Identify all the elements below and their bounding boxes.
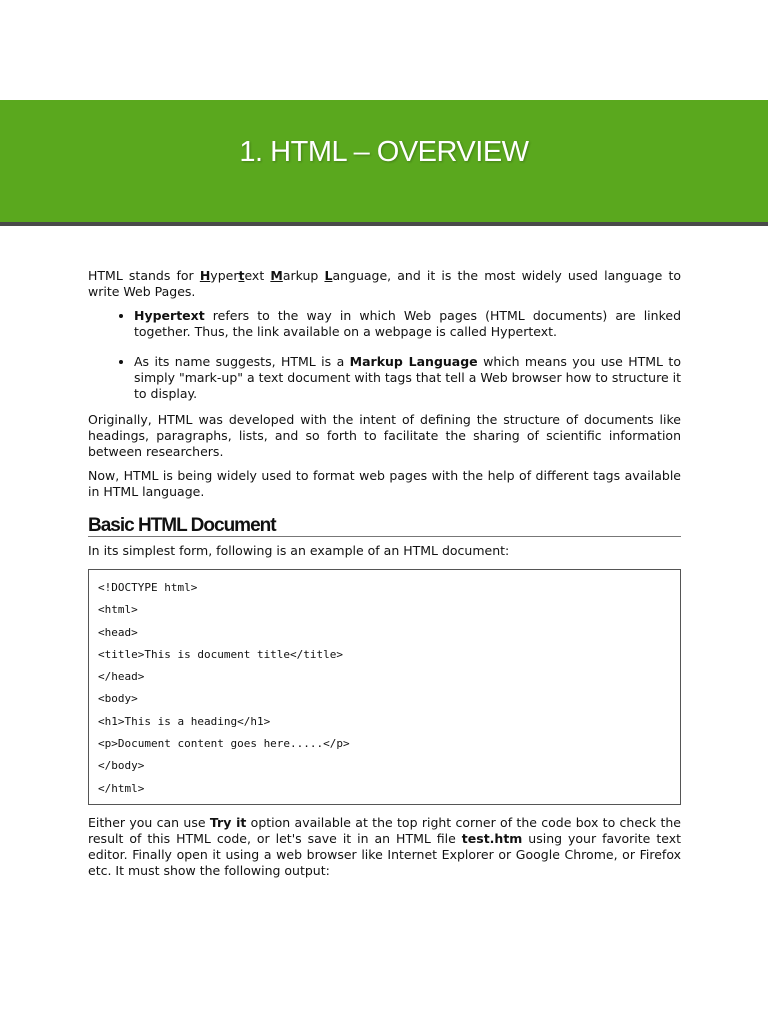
- intro-arkup: arkup: [282, 268, 325, 283]
- page-content: [88, 268, 681, 887]
- code-box: [88, 569, 681, 805]
- acronym-letter-l: L: [324, 268, 333, 283]
- paragraph-now: Now, HTML is being widely used to format web pages with the help of different tags available in HTML language.: [88, 468, 681, 499]
- list-item-hypertext: [134, 308, 681, 340]
- code-line: <!DOCTYPE html>: [98, 581, 198, 594]
- acronym-letter-m: M: [270, 268, 283, 283]
- list-item-markup-language: [134, 354, 681, 402]
- chapter-banner: [0, 100, 768, 226]
- code-line: <body>: [98, 692, 138, 706]
- bullet-bold-term: Markup Language: [349, 354, 478, 369]
- intro-prefix: HTML stands for: [88, 268, 200, 283]
- code-line: </head>: [98, 670, 145, 684]
- paragraph-originally: Originally, HTML was developed with the intent of defining the structure of documents like headings, paragraphs, lists, and so forth to facilitate the sharing of scientific information between researchers.: [88, 412, 681, 459]
- bullet-bold-term: Hypertext: [134, 308, 205, 323]
- bullet-text: refers to the way in which Web pages (HTML documents) are linked together. Thus, the link available on a webpage is called Hypertext.: [134, 308, 681, 339]
- bullet-text-after: which means you use HTML to simply "mark-up" a text document with tags that tell a Web browser how to structure it to display.: [134, 354, 681, 401]
- section-lead: In its simplest form, following is an example of an HTML document:: [88, 543, 510, 558]
- bullet-list: [88, 308, 681, 402]
- intro-paragraph: [88, 268, 681, 300]
- chapter-title: 1. HTML – OVERVIEW: [239, 136, 529, 168]
- outro-text-3: using your favorite text editor. Finally open it using a web browser like Internet Explorer or Google Chrome, or Firefox etc. It must show the following output:: [88, 830, 682, 878]
- section-heading: Basic HTML Document: [88, 518, 681, 537]
- try-it-label: Try it: [209, 814, 247, 830]
- code-line: <html>: [98, 603, 138, 617]
- bullet-text-before: As its name suggests, HTML is a: [134, 354, 350, 369]
- outro-text-1: Either you can use: [88, 814, 210, 830]
- code-line: </body>: [98, 759, 145, 773]
- code-line: <title>This is document title</title>: [98, 647, 344, 661]
- code-line: <head>: [98, 625, 138, 639]
- filename-label: test.htm: [461, 830, 523, 846]
- intro-yper: yper: [210, 268, 239, 283]
- outro-paragraph: [88, 815, 681, 879]
- outro-text-2: option available at the top right corner of the code box to check the result of this HTML code, or let's save it in an HTML file: [88, 814, 681, 846]
- code-line: <p>Document content goes here.....</p>: [98, 737, 350, 751]
- intro-suffix: anguage, and it is the most widely used language to write Web Pages.: [88, 268, 681, 299]
- intro-ext: ext: [244, 268, 271, 283]
- acronym-letter-t: t: [238, 268, 245, 283]
- code-line: </html>: [98, 781, 145, 795]
- code-line: <h1>This is a heading</h1>: [98, 714, 271, 728]
- acronym-letter-h: H: [199, 268, 211, 283]
